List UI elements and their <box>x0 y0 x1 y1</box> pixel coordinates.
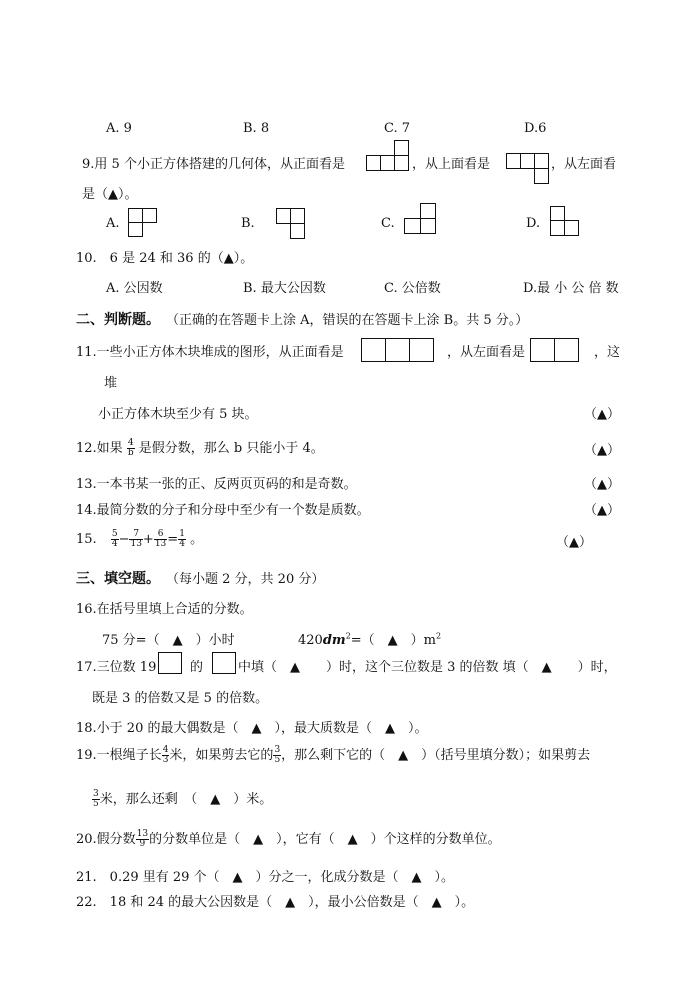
q13-text: 13.一本书某一张的正、反两页页码的和是奇数。 <box>76 477 357 492</box>
q15-fraction-3 <box>154 530 167 549</box>
q15-fraction-1 <box>111 530 119 549</box>
q20-fraction <box>136 830 149 849</box>
q11-answer-mark: （▲） <box>584 407 620 422</box>
q9-text-4: 是（▲）。 <box>82 187 138 202</box>
q15-f4-den: 4 <box>179 539 185 549</box>
q12-fraction <box>127 439 135 458</box>
q15-f2-num: 7 <box>129 530 142 540</box>
q19-f1-num: 4 <box>162 745 169 755</box>
q15-f1-num: 5 <box>111 529 118 539</box>
q9-option-c-label: C. <box>381 216 395 231</box>
q16-part-1: 75 分=（ ▲ ）小时 <box>102 633 235 648</box>
q9-option-a-label: A. <box>106 216 120 231</box>
q15-f1-den: 4 <box>111 539 118 549</box>
q16-part-2-unit: dm <box>322 633 346 648</box>
q12-fraction-num: 4 <box>127 438 134 448</box>
q16-part-2-rest: =（ ▲ ）m <box>350 633 436 648</box>
q15-f4-num: 1 <box>179 529 185 539</box>
q15-answer-mark: （▲） <box>556 535 592 550</box>
q17-text-1: 17.三位数 19 <box>76 660 157 675</box>
q19-text-4: 米，那么还剩 （ ▲ ）米。 <box>99 792 273 807</box>
q17-text-2: 的 <box>190 660 204 675</box>
q12-answer-mark: （▲） <box>584 443 620 458</box>
q17-text-3: 中填（ ▲ ）时，这个三位数是 3 的倍数 填（ ▲ ）时， <box>238 660 617 675</box>
q19-text-3: ，那么剩下它的（ ▲ ）（括号里填分数）；如果剪去 <box>281 748 591 763</box>
q8-option-a: A. 9 <box>106 121 132 136</box>
q16-text: 16.在括号里填上合适的分数。 <box>76 602 253 617</box>
q15-f2-den: 13 <box>130 539 142 549</box>
q15-fraction-4 <box>178 530 186 549</box>
q19-f1-den: 3 <box>162 755 169 765</box>
q17-blank-box-2 <box>212 652 236 674</box>
section-3-title: 三、填空题。 <box>76 571 160 587</box>
q17-blank-box-1 <box>158 652 182 674</box>
q20-line <box>76 828 501 849</box>
q9-text-3: ，从左面看 <box>551 157 617 172</box>
q10-option-d: D.最 小 公 倍 数 <box>523 281 619 296</box>
q9-option-b-label: B. <box>241 216 255 231</box>
q22-text: 22. 18 和 24 的最大公因数是（ ▲ ），最小公倍数是（ ▲ ）。 <box>76 895 475 910</box>
q19-f3-den: 5 <box>93 799 99 809</box>
q19-fraction-2 <box>273 746 281 765</box>
q15-f3-num: 6 <box>154 530 167 540</box>
q15-pre: 15. <box>76 532 97 547</box>
q20-f-num: 13 <box>136 829 149 839</box>
q12-fraction-den: b <box>127 448 134 458</box>
q12-pre: 12.如果 <box>76 441 123 456</box>
q19-f3-num: 3 <box>93 789 99 799</box>
q10-option-b: B. 最大公因数 <box>243 281 326 296</box>
q11-text-3: ，这 <box>594 345 621 360</box>
q19-f2-num: 3 <box>274 745 281 755</box>
q21-text: 21. 0.29 里有 29 个（ ▲ ）分之一，化成分数是（ ▲ ）。 <box>76 870 455 885</box>
q20-text-1: 20.假分数 <box>76 832 136 847</box>
q19-line-2 <box>92 788 272 809</box>
q20-f-den: 9 <box>139 839 146 849</box>
q9-text-2: ，从上面看是 <box>412 157 491 172</box>
q15-line <box>76 528 203 549</box>
q19-text-1: 19.一根绳子长 <box>76 748 162 763</box>
q12-post: 是假分数，那么 b 只能小于 4。 <box>138 441 324 456</box>
q19-line-1 <box>76 744 590 765</box>
q15-op-2: + <box>142 532 154 547</box>
q17-text-4: 既是 3 的倍数又是 5 的倍数。 <box>92 691 269 706</box>
q16-part-2-sup-2: 2 <box>436 631 442 641</box>
q16-part-2-sup: 2 <box>345 631 351 641</box>
q10-option-c: C. 公倍数 <box>384 281 441 296</box>
q19-text-2: 米，如果剪去它的 <box>169 748 274 763</box>
q10-option-a: A. 公因数 <box>106 281 163 296</box>
q15-op-3: = <box>167 532 179 547</box>
q20-text-2: 的分数单位是（ ▲ ），它有（ ▲ ）个这样的分数单位。 <box>149 832 501 847</box>
q11-text-2: ，从左面看是 <box>447 345 526 360</box>
q19-f2-den: 5 <box>274 755 281 765</box>
q15-op-1: − <box>118 532 130 547</box>
q13-answer-mark: （▲） <box>584 477 620 492</box>
q11-text-4: 堆 <box>104 376 118 391</box>
q15-fraction-2 <box>129 530 142 549</box>
q12-line <box>76 437 324 458</box>
section-3-note: （每小题 2 分，共 20 分） <box>166 572 325 587</box>
q16-part-2-value: 420 <box>298 633 323 648</box>
q15-post: 。 <box>190 532 204 547</box>
q16-part-2 <box>298 629 441 648</box>
q9-option-d-label: D. <box>526 216 541 231</box>
q9-text-1: 9.用 5 个小正方体搭建的几何体，从正面看是 <box>82 157 345 172</box>
q14-answer-mark: （▲） <box>584 503 620 518</box>
section-2-note: （正确的在答题卡上涂 A，错误的在答题卡上涂 B。共 5 分。） <box>166 313 529 328</box>
q11-text-1: 11.一些小正方体木块堆成的图形，从正面看是 <box>76 345 344 360</box>
q8-option-b: B. 8 <box>243 121 270 136</box>
q14-text: 14.最简分数的分子和分母中至少有一个数是质数。 <box>76 503 370 518</box>
q19-fraction-3 <box>92 790 100 809</box>
q18-text: 18.小于 20 的最大偶数是（ ▲ ），最大质数是（ ▲ ）。 <box>76 721 428 736</box>
q8-option-c: C. 7 <box>384 121 411 136</box>
q15-f3-den: 13 <box>154 539 167 549</box>
q10-text: 10. 6 是 24 和 36 的（▲）。 <box>76 251 254 266</box>
q11-text-5: 小正方体木块至少有 5 块。 <box>98 407 258 422</box>
section-2-title: 二、判断题。 <box>76 312 160 328</box>
q8-option-d: D.6 <box>524 121 547 136</box>
